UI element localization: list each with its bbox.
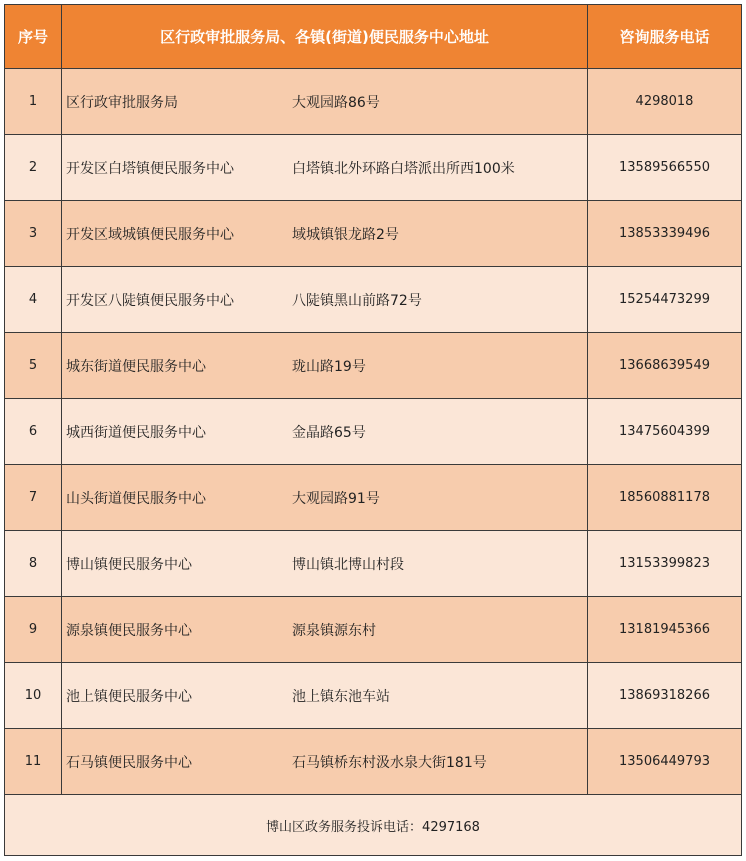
row-org-address: [62, 531, 588, 597]
org-address: 池上镇东池车站: [292, 688, 390, 705]
org-name: 开发区白塔镇便民服务中心: [66, 160, 234, 177]
row-org-address: [62, 135, 588, 201]
row-phone: 15254473299: [588, 267, 741, 333]
org-address: 石马镇桥东村汲水泉大街181号: [292, 754, 487, 771]
org-address: 珑山路19号: [292, 358, 366, 375]
org-name: 山头街道便民服务中心: [66, 490, 206, 507]
row-index: 8: [5, 531, 62, 597]
row-org-address: [62, 69, 588, 135]
row-phone: 13475604399: [588, 399, 741, 465]
row-org-address: [62, 333, 588, 399]
org-name: 池上镇便民服务中心: [66, 688, 192, 705]
org-name: 城东街道便民服务中心: [66, 358, 206, 375]
row-org-address: [62, 201, 588, 267]
org-name: 城西街道便民服务中心: [66, 424, 206, 441]
org-address: 博山镇北博山村段: [292, 556, 404, 573]
org-name: 开发区域城镇便民服务中心: [66, 226, 234, 243]
org-address: 白塔镇北外环路白塔派出所西100米: [292, 160, 515, 177]
row-index: 1: [5, 69, 62, 135]
row-index: 6: [5, 399, 62, 465]
row-org-address: [62, 267, 588, 333]
org-address: 大观园路91号: [292, 490, 380, 507]
row-index: 2: [5, 135, 62, 201]
row-org-address: [62, 399, 588, 465]
org-address: 金晶路65号: [292, 424, 366, 441]
org-name: 源泉镇便民服务中心: [66, 622, 192, 639]
row-org-address: [62, 729, 588, 795]
row-phone: 13668639549: [588, 333, 741, 399]
org-name: 开发区八陡镇便民服务中心: [66, 292, 234, 309]
row-index: 4: [5, 267, 62, 333]
row-phone: 13589566550: [588, 135, 741, 201]
row-org-address: [62, 597, 588, 663]
header-index: 序号: [5, 5, 62, 69]
row-phone: 13853339496: [588, 201, 741, 267]
service-center-table: [4, 4, 742, 856]
org-address: 大观园路86号: [292, 94, 380, 111]
row-phone: 13153399823: [588, 531, 741, 597]
row-org-address: [62, 465, 588, 531]
row-index: 3: [5, 201, 62, 267]
row-phone: 18560881178: [588, 465, 741, 531]
header-phone: 咨询服务电话: [588, 5, 741, 69]
row-index: 9: [5, 597, 62, 663]
complaint-hotline: 博山区政务服务投诉电话：4297168: [5, 795, 741, 855]
row-phone: 4298018: [588, 69, 741, 135]
row-phone: 13869318266: [588, 663, 741, 729]
org-address: 八陡镇黑山前路72号: [292, 292, 422, 309]
row-phone: 13181945366: [588, 597, 741, 663]
row-index: 10: [5, 663, 62, 729]
row-org-address: [62, 663, 588, 729]
org-address: 域城镇银龙路2号: [292, 226, 399, 243]
row-phone: 13506449793: [588, 729, 741, 795]
org-address: 源泉镇源东村: [292, 622, 376, 639]
org-name: 石马镇便民服务中心: [66, 754, 192, 771]
row-index: 7: [5, 465, 62, 531]
org-name: 博山镇便民服务中心: [66, 556, 192, 573]
row-index: 5: [5, 333, 62, 399]
row-index: 11: [5, 729, 62, 795]
org-name: 区行政审批服务局: [66, 94, 178, 111]
header-address: 区行政审批服务局、各镇(街道)便民服务中心地址: [62, 5, 588, 69]
